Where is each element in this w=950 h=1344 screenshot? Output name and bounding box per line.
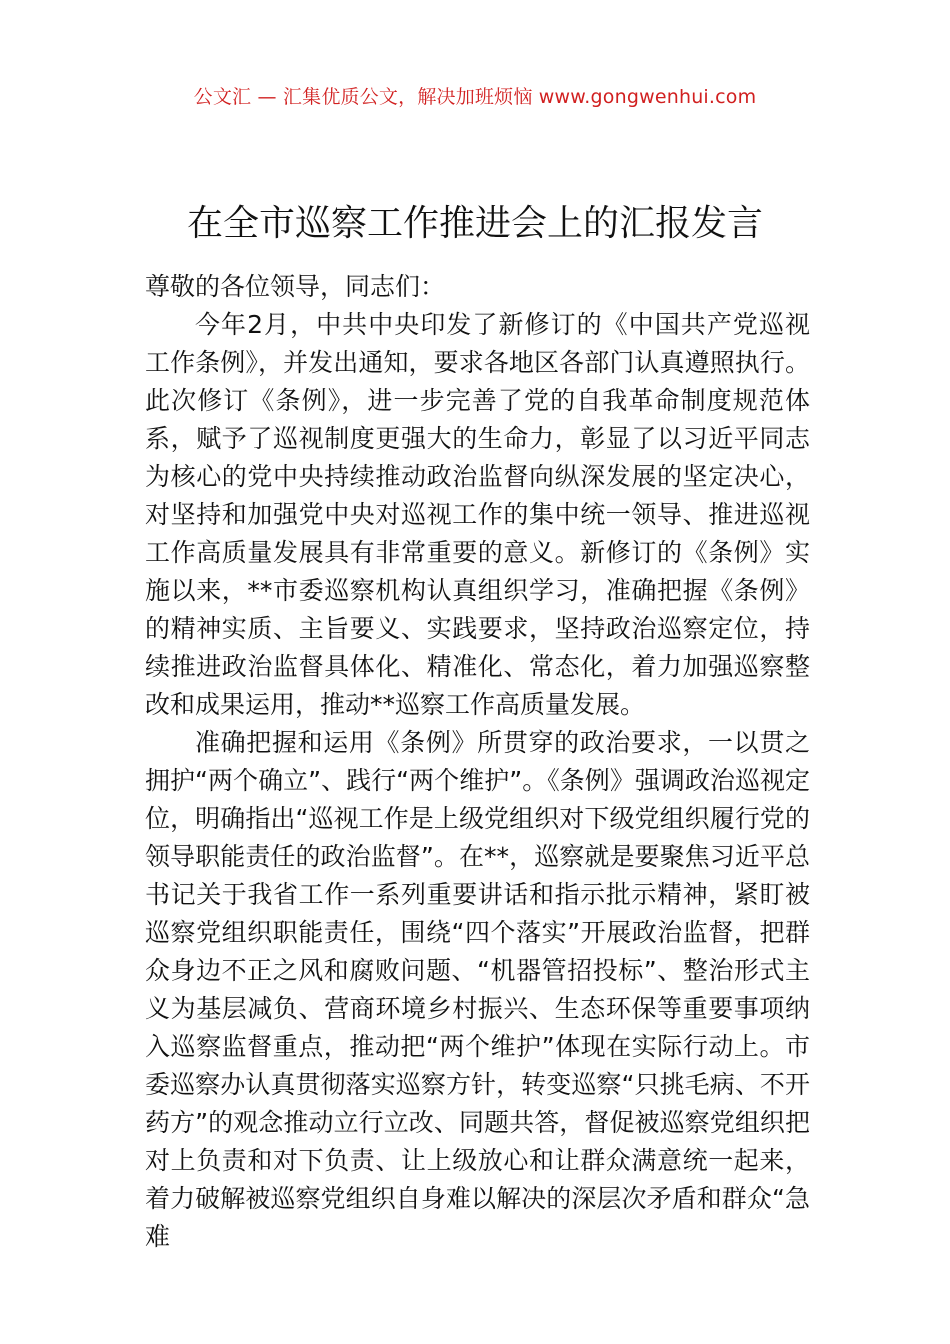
paragraph-2: 准确把握和运用《条例》所贯穿的政治要求，一以贯之拥护“两个确立”、践行“两个维护”。《条例》强调政治巡视定位，明确指出“巡视工作是上级党组织对下级党组织履行党的领导职能责任的政治监督”。在**，巡察就是要聚焦习近平总书记关于我省工作一系列重要讲话和指示批示精神，紧盯被巡察党组织职能责任，围绕“四个落实”开展政治监督，把群众身边不正之风和腐败问题、“机器管招投标”、整治形式主义为基层减负、营商环境乡村振兴、生态环保等重要事项纳入巡察监督重点，推动把“两个维护”体现在实际行动上。市委巡察办认真贯彻落实巡察方针，转变巡察“只挑毛病、不开药方”的观念推动立行立改、同题共答，督促被巡察党组织把对上负责和对下负责、让上级放心和让群众满意统一起来，着力破解被巡察党组织自身难以解决的深层次矛盾和群众“急难 (145, 728, 810, 1251)
salutation: 尊敬的各位领导，同志们： (145, 272, 446, 301)
paragraph-1: 今年2月，中共中央印发了新修订的《中国共产党巡视工作条例》，并发出通知，要求各地区各部门认真遵照执行。此次修订《条例》，进一步完善了党的自我革命制度规范体系，赋予了巡视制度更强大的生命力，彰显了以习近平同志为核心的党中央持续推动政治监督向纵深发展的坚定决心，对坚持和加强党中央对巡视工作的集中统一领导、推进巡视工作高质量发展具有非常重要的意义。新修订的《条例》实施以来，**市委巡察机构认真组织学习，准确把握《条例》的精神实质、主旨要义、实践要求，坚持政治巡察定位，持续推进政治监督具体化、精准化、常态化，着力加强巡察整改和成果运用，推动**巡察工作高质量发展。 (145, 310, 810, 719)
document-body (145, 268, 810, 1256)
header-banner: 公文汇 — 汇集优质公文，解决加班烦恼 www.gongwenhui.com (193, 86, 757, 108)
document-title: 在全市巡察工作推进会上的汇报发言 (186, 203, 763, 245)
